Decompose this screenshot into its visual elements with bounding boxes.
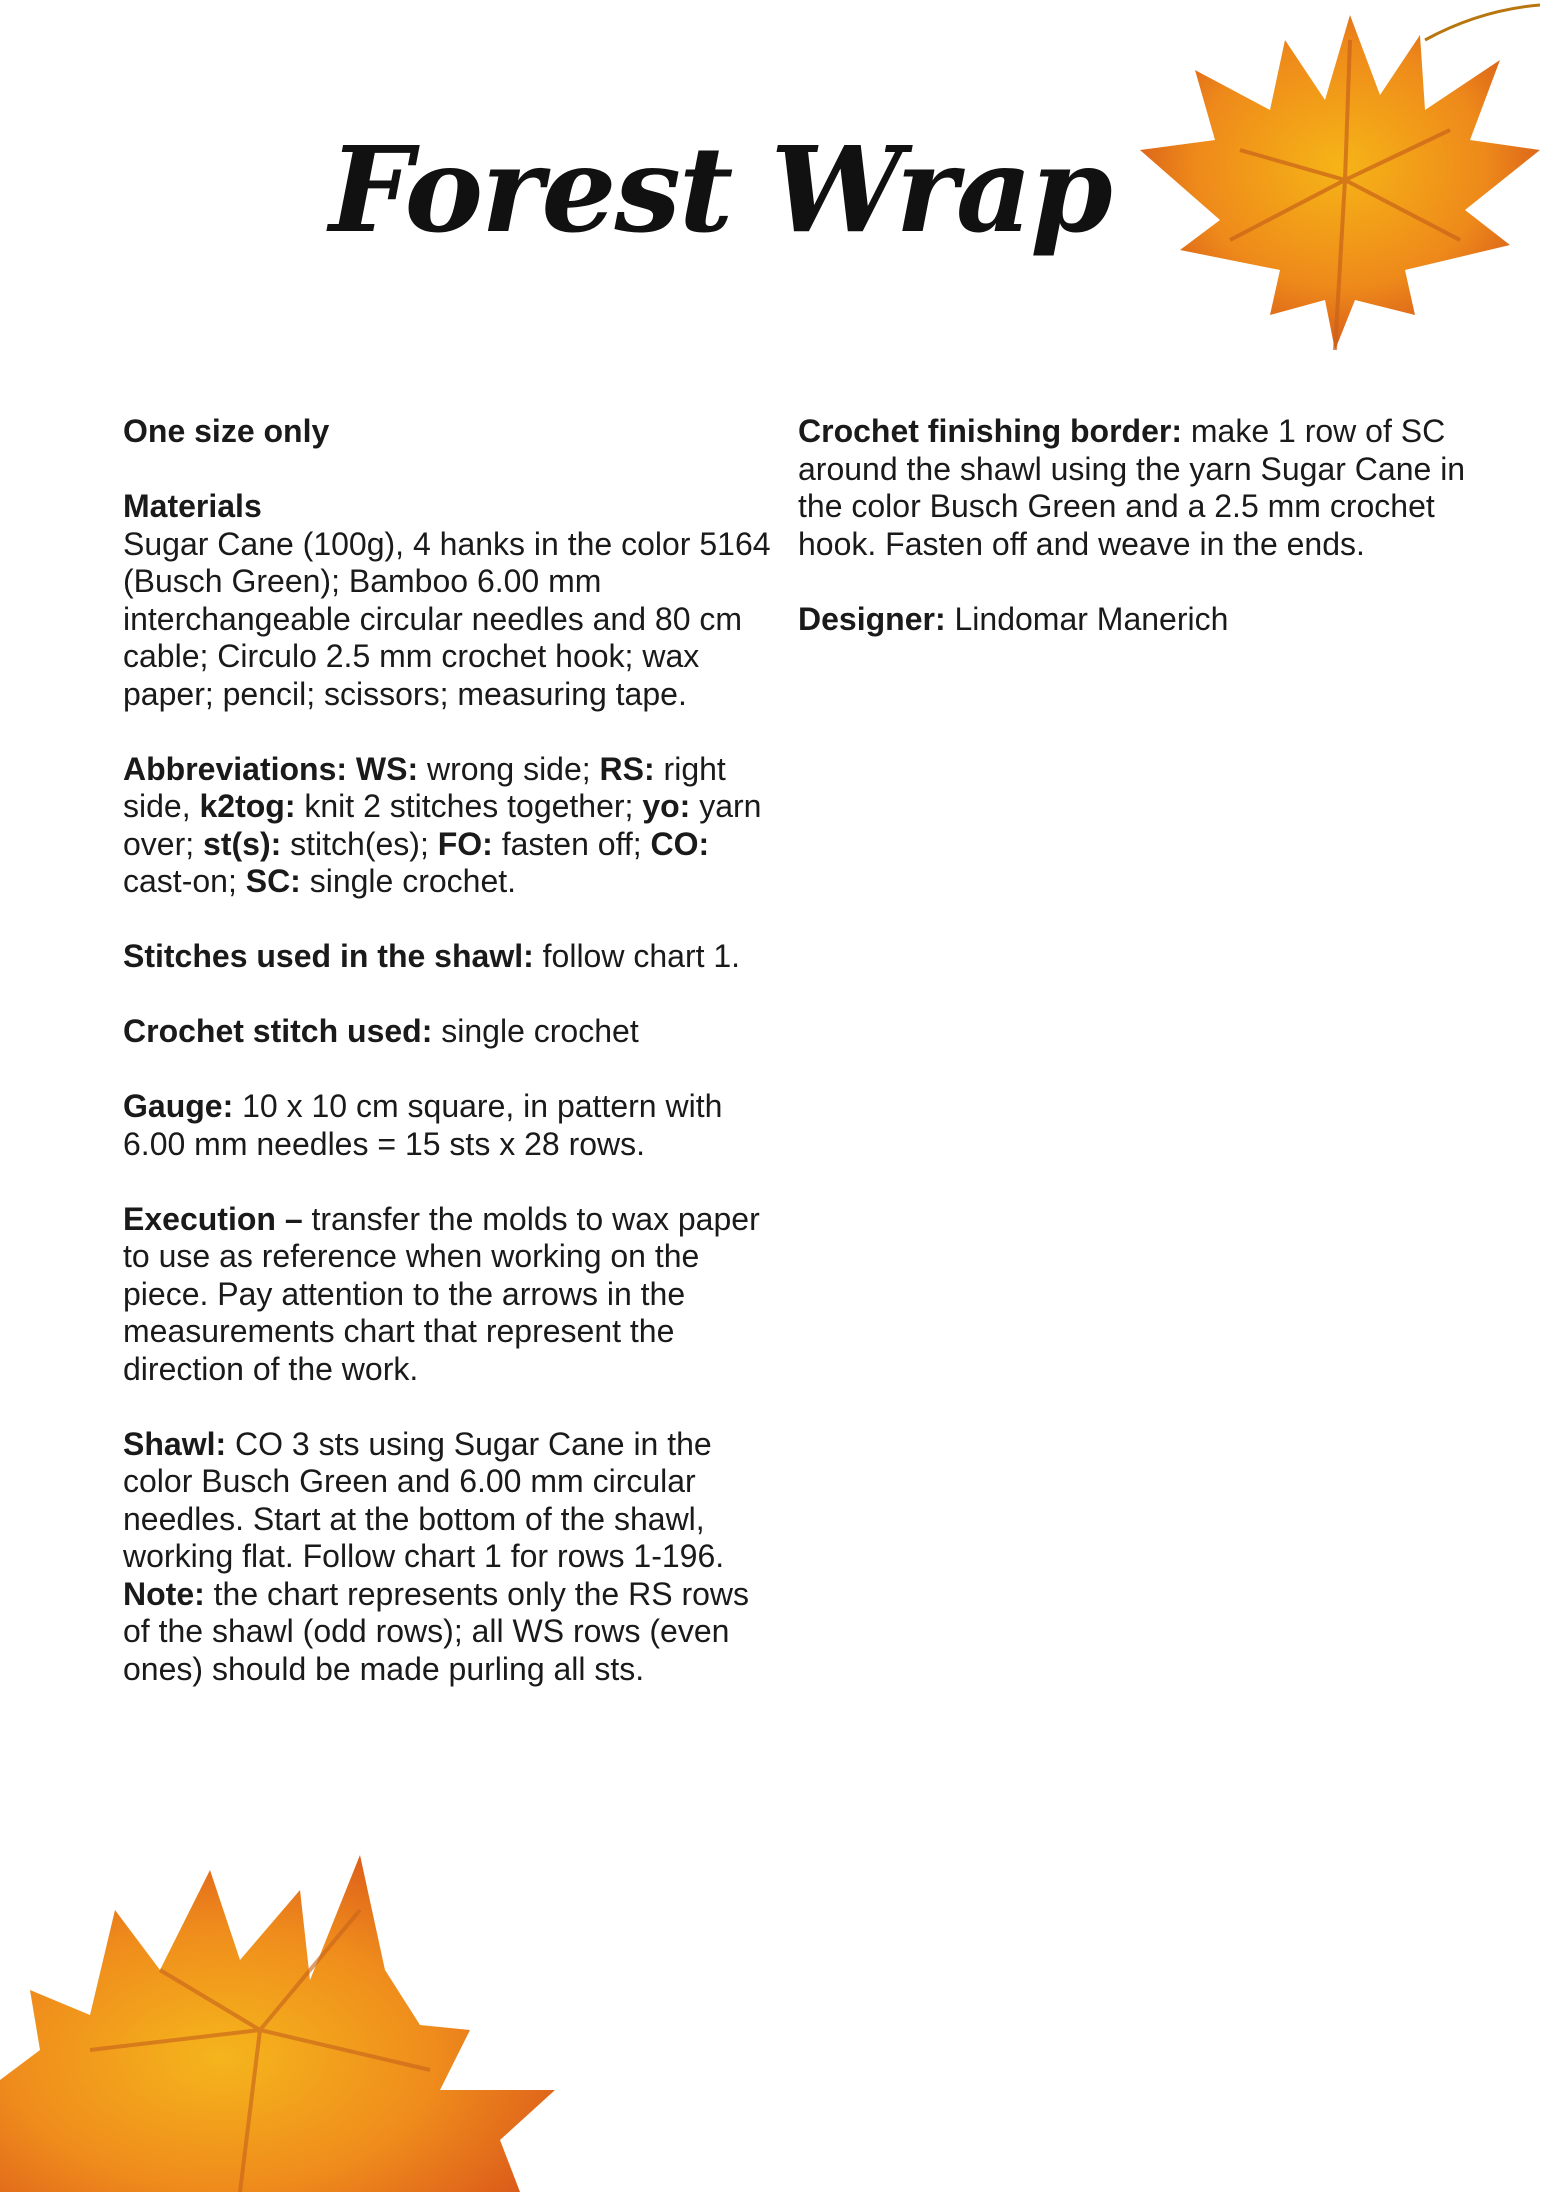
materials-label: Materials xyxy=(123,488,262,524)
gauge-label: Gauge: xyxy=(123,1088,234,1124)
abbr-term: WS: xyxy=(355,750,419,787)
abbr-term: FO: xyxy=(437,825,493,862)
note-label: Note: xyxy=(123,1575,205,1612)
execution-label: Execution – xyxy=(123,1200,303,1237)
gauge-section xyxy=(123,1088,783,1163)
shawl-section xyxy=(123,1426,783,1689)
abbr-meaning: cast-on; xyxy=(123,863,237,899)
maple-leaf-bottom-left-image xyxy=(0,1850,560,2192)
right-column xyxy=(798,413,1478,676)
border-label: Crochet finishing border: xyxy=(798,413,1182,449)
abbr-term: SC: xyxy=(245,863,301,899)
stitches-label: Stitches used in the shawl: xyxy=(123,938,534,974)
designer-section xyxy=(798,601,1478,639)
border-text: make 1 row of SC around the shawl using the yarn Sugar Cane in the color Busch Green and a 2.5 mm crochet hook. Fasten off and weave in the ends. xyxy=(798,413,1466,562)
abbr-meaning: stitch(es); xyxy=(290,825,429,862)
materials-text: Sugar Cane (100g), 4 hanks in the color 5164 (Busch Green); Bamboo 6.00 mm interchangeable circular needles and 80 cm cable; Circulo 2.5 mm crochet hook; wax paper; pencil; scissors; measuring tape. xyxy=(123,525,771,712)
execution-section xyxy=(123,1201,783,1389)
abbr-term: RS: xyxy=(599,750,655,787)
abbr-meaning: fasten off; xyxy=(501,825,642,862)
abbr-meaning: right side, xyxy=(123,750,726,824)
note-text: the chart represents only the RS rows of the shawl (odd rows); all WS rows (even ones) should be made purling all sts. xyxy=(123,1575,750,1687)
abbr-term: CO: xyxy=(650,825,710,862)
size-label: One size only xyxy=(123,413,330,449)
designer-name: Lindomar Manerich xyxy=(954,600,1229,637)
abbr-term: k2tog: xyxy=(199,788,296,824)
materials-section xyxy=(123,488,783,713)
page-title: Forest Wrap xyxy=(329,120,1111,259)
stitches-section xyxy=(123,938,783,976)
shawl-label: Shawl: xyxy=(123,1425,227,1462)
designer-label: Designer: xyxy=(798,600,946,637)
gauge-text: 10 x 10 cm square, in pattern with 6.00 mm needles = 15 sts x 28 rows. xyxy=(123,1088,723,1162)
abbr-meaning: knit 2 stitches together; xyxy=(304,788,634,824)
crochet-stitch-section xyxy=(123,1013,783,1051)
abbr-meaning: yarn over; xyxy=(123,788,762,862)
shawl-text: CO 3 sts using Sugar Cane in the color Busch Green and 6.00 mm circular needles. Start at the bottom of the shawl, working flat. Follow chart 1 for rows 1-196. xyxy=(123,1425,725,1574)
execution-text: transfer the molds to wax paper to use as reference when working on the piece. Pay attention to the arrows in the measurements chart that represent the direction of the work. xyxy=(123,1200,760,1387)
abbr-term: yo: xyxy=(642,788,691,824)
crochet-stitch-text: single crochet xyxy=(441,1013,639,1049)
abbreviations-label: Abbreviations: xyxy=(123,750,348,787)
border-section xyxy=(798,413,1478,563)
crochet-stitch-label: Crochet stitch used: xyxy=(123,1013,433,1049)
abbr-meaning: single crochet. xyxy=(309,863,517,899)
left-column xyxy=(123,413,783,1726)
abbr-meaning: wrong side; xyxy=(427,750,591,787)
stitches-text: follow chart 1. xyxy=(542,938,741,974)
abbreviations-section xyxy=(123,751,783,901)
abbr-term: st(s): xyxy=(203,825,282,862)
size-note xyxy=(123,413,783,451)
